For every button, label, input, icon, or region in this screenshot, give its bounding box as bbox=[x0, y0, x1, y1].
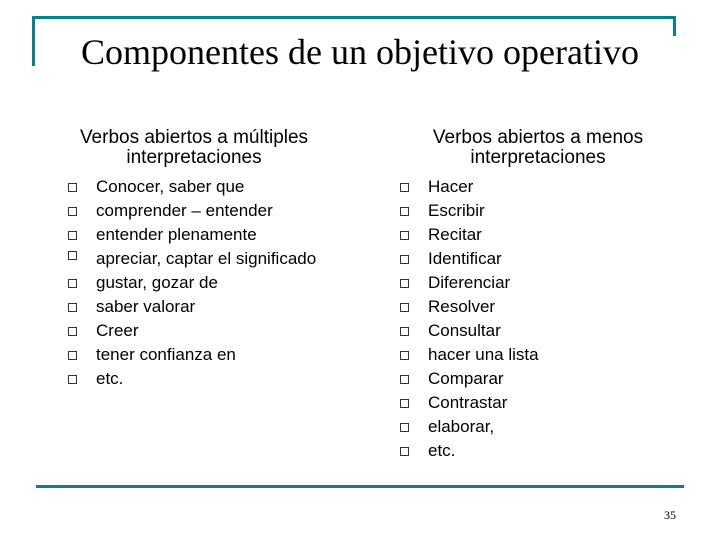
list-item-label: elaborar, bbox=[428, 417, 495, 436]
checkbox-icon bbox=[400, 303, 409, 312]
left-verb-list bbox=[68, 175, 338, 391]
checkbox-icon bbox=[400, 255, 409, 264]
frame-left-border bbox=[32, 16, 35, 66]
checkbox-icon bbox=[68, 251, 77, 260]
list-item-label: etc. bbox=[428, 441, 456, 460]
list-item bbox=[400, 247, 670, 271]
list-item bbox=[68, 199, 338, 223]
list-item-label: Diferenciar bbox=[428, 273, 511, 292]
list-item-label: hacer una lista bbox=[428, 345, 539, 364]
list-item-label: Resolver bbox=[428, 297, 496, 316]
list-item-label: Contrastar bbox=[428, 393, 508, 412]
checkbox-icon bbox=[68, 351, 77, 360]
list-item-label: entender plenamente bbox=[96, 225, 257, 244]
list-item bbox=[68, 343, 338, 367]
list-item-label: Recitar bbox=[428, 225, 482, 244]
page-number: 35 bbox=[664, 508, 676, 522]
checkbox-icon bbox=[400, 399, 409, 408]
checkbox-icon bbox=[400, 183, 409, 192]
list-item bbox=[400, 319, 670, 343]
list-item bbox=[68, 319, 338, 343]
list-item bbox=[400, 199, 670, 223]
list-item-label: Creer bbox=[96, 321, 139, 340]
list-item bbox=[68, 271, 338, 295]
list-item-label: Hacer bbox=[428, 177, 474, 196]
list-item bbox=[400, 295, 670, 319]
list-item bbox=[68, 175, 338, 199]
checkbox-icon bbox=[68, 231, 77, 240]
list-item-label: tener confianza en bbox=[96, 345, 236, 364]
list-item-label: Conocer, saber que bbox=[96, 177, 245, 196]
checkbox-icon bbox=[400, 375, 409, 384]
list-item-label: gustar, gozar de bbox=[96, 273, 218, 292]
list-item bbox=[400, 367, 670, 391]
checkbox-icon bbox=[68, 303, 77, 312]
footer-divider bbox=[36, 485, 684, 488]
list-item bbox=[400, 415, 670, 439]
checkbox-icon bbox=[68, 375, 77, 384]
checkbox-icon bbox=[400, 423, 409, 432]
right-verb-list bbox=[400, 175, 670, 463]
list-item bbox=[400, 343, 670, 367]
frame-top-border bbox=[32, 16, 676, 19]
right-column-heading: Verbos abiertos a menos interpretaciones bbox=[432, 127, 644, 168]
checkbox-icon bbox=[68, 183, 77, 192]
list-item bbox=[400, 391, 670, 415]
list-item-label: Escribir bbox=[428, 201, 485, 220]
left-column-heading: Verbos abiertos a múltiples interpretaciones bbox=[79, 127, 309, 168]
list-item bbox=[400, 223, 670, 247]
checkbox-icon bbox=[400, 351, 409, 360]
checkbox-icon bbox=[68, 327, 77, 336]
list-item-label: Comparar bbox=[428, 369, 504, 388]
checkbox-icon bbox=[400, 279, 409, 288]
list-item-label: apreciar, captar el significado bbox=[96, 249, 317, 268]
checkbox-icon bbox=[400, 231, 409, 240]
list-item-label: saber valorar bbox=[96, 297, 196, 316]
checkbox-icon bbox=[400, 207, 409, 216]
list-item-label: comprender – entender bbox=[96, 201, 273, 220]
checkbox-icon bbox=[400, 327, 409, 336]
list-item-label: etc. bbox=[96, 369, 124, 388]
list-item bbox=[400, 271, 670, 295]
checkbox-icon bbox=[400, 447, 409, 456]
list-item bbox=[400, 439, 670, 463]
list-item-label: Consultar bbox=[428, 321, 501, 340]
list-item bbox=[68, 295, 338, 319]
slide-title: Componentes de un objetivo operativo bbox=[81, 32, 639, 72]
list-item bbox=[68, 367, 338, 391]
list-item bbox=[400, 175, 670, 199]
list-item bbox=[68, 223, 338, 247]
checkbox-icon bbox=[68, 207, 77, 216]
list-item-label: Identificar bbox=[428, 249, 502, 268]
checkbox-icon bbox=[68, 279, 77, 288]
list-item bbox=[68, 247, 338, 271]
